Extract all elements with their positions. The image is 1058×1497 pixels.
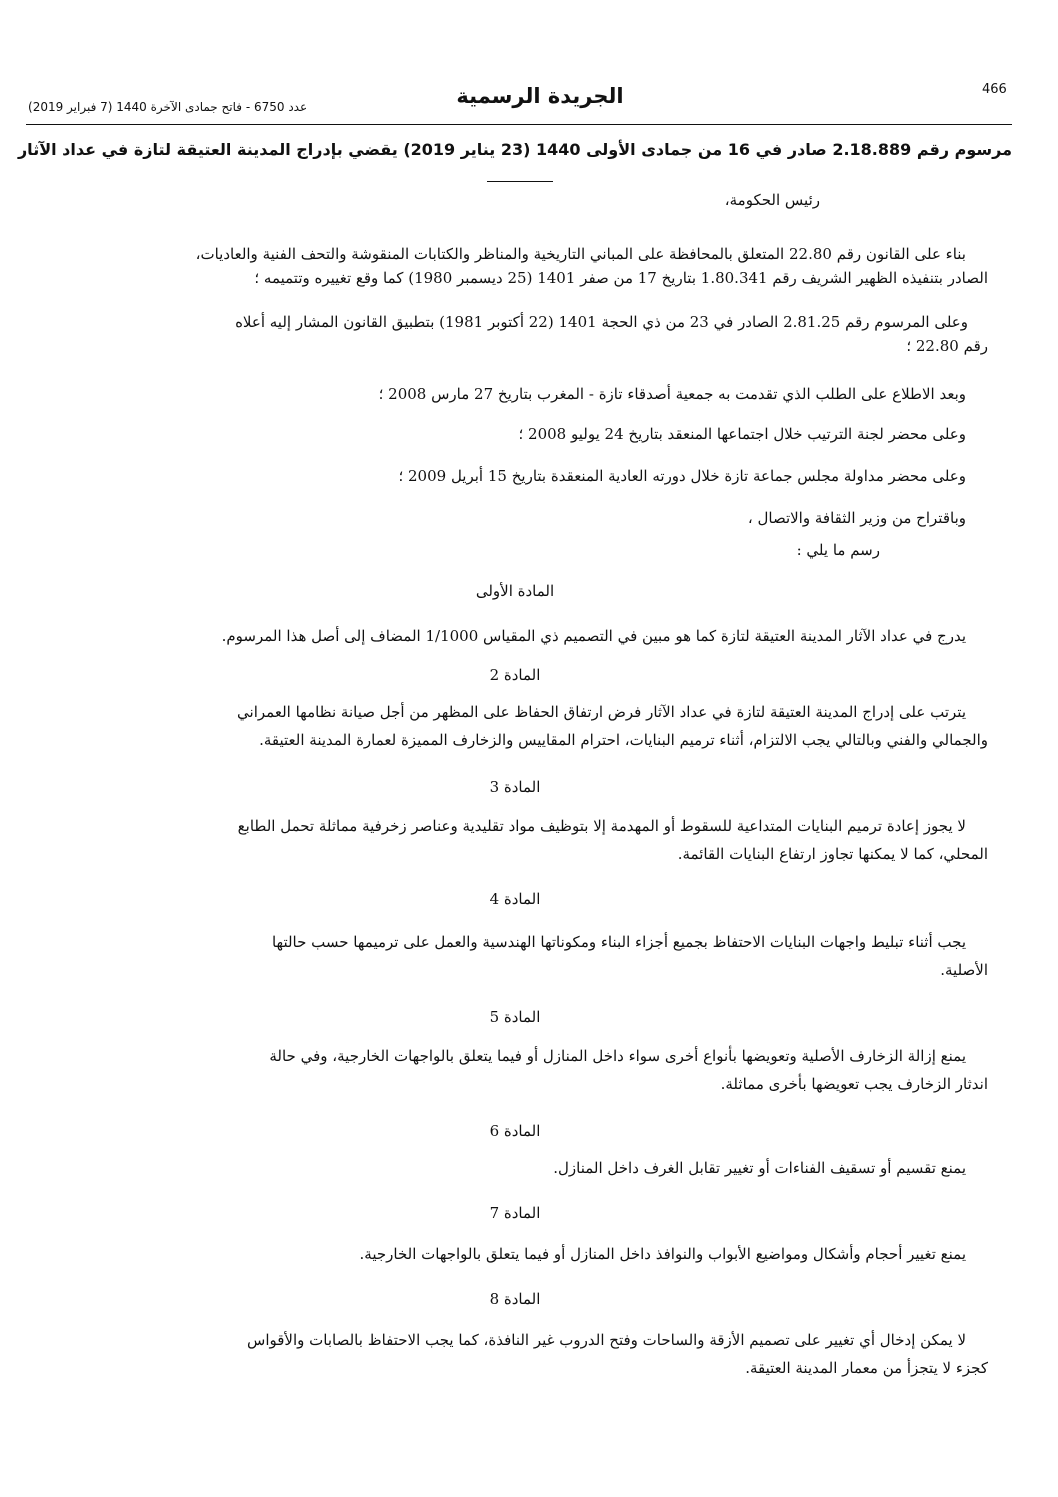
issue-info: عدد 6750 - فاتح جمادى الآخرة 1440 (7 فبراير 2019) <box>28 100 308 114</box>
article-text-line: يمنع تغيير أحجام وأشكال ومواضيع الأبواب والنوافذ داخل المنازل أو فيما يتعلق بالواجهات الخارجية. <box>359 1245 966 1263</box>
preamble-para1-line1: بناء على القانون رقم 22.80 المتعلق بالمحافظة على المباني التاريخية والمناظر والكتابات المنقوشة والتحف الفنية والعاديات، <box>195 245 966 263</box>
article-heading: المادة 7 <box>489 1204 541 1222</box>
preamble-para3: وبعد الاطلاع على الطلب الذي تقدمت به جمعية أصدقاء تازة - المغرب بتاريخ 27 مارس 2008 ؛ <box>378 385 966 403</box>
preamble-para4: وعلى محضر لجنة الترتيب خلال اجتماعها المنعقد بتاريخ 24 يوليو 2008 ؛ <box>518 425 966 443</box>
addressee: رئيس الحكومة، <box>724 191 820 209</box>
preamble-para6: وباقتراح من وزير الثقافة والاتصال ، <box>747 509 966 527</box>
journal-title: الجريدة الرسمية <box>456 84 624 108</box>
article-text-line: لا يمكن إدخال أي تغيير على تصميم الأزقة والساحات وفتح الدروب غير النافذة، كما يجب الاحتفاظ بالصابات والأقواس <box>247 1331 966 1349</box>
article-text-line: المحلي، كما لا يمكنها تجاوز ارتفاع البنايات القائمة. <box>677 845 988 863</box>
preamble-para5: وعلى محضر مداولة مجلس جماعة تازة خلال دورته العادية المنعقدة بتاريخ 15 أبريل 2009 ؛ <box>398 467 966 485</box>
article-text-line: لا يجوز إعادة ترميم البنايات المتداعية للسقوط أو المهدمة إلا بتوظيف مواد تقليدية وعناصر زخرفية مماثلة تحمل الطابع <box>237 817 966 835</box>
decree-title: مرسوم رقم 2.18.889 صادر في 16 من جمادى الأولى 1440 (23 يناير 2019) يقضي بإدراج المدينة العتيقة لتازة في عداد الآثار <box>17 140 1012 159</box>
preamble-para2-line1: وعلى المرسوم رقم 2.81.25 الصادر في 23 من ذي الحجة 1401 (22 أكتوبر 1981) بتطبيق القانون المشار إليه أعلاه <box>235 313 968 331</box>
article-text-line: الأصلية. <box>940 961 988 979</box>
article-heading: المادة 4 <box>489 890 541 908</box>
article-text-line: يمنع إزالة الزخارف الأصلية وتعويضها بأنواع أخرى سواء داخل المنازل أو فيما يتعلق بالواجهات الخارجية، وفي حالة <box>269 1047 966 1065</box>
header-divider <box>26 124 1012 125</box>
article-heading: المادة 5 <box>489 1008 541 1026</box>
article-heading: المادة 3 <box>489 778 541 796</box>
article-text-line: يدرج في عداد الآثار المدينة العتيقة لتازة كما هو مبين في التصميم ذي المقياس 1/1000 المضاف إلى أصل هذا المرسوم. <box>221 627 966 645</box>
article-heading: المادة الأولى <box>475 582 555 600</box>
preamble-para1-line2: الصادر بتنفيذه الظهير الشريف رقم 1.80.341 بتاريخ 17 من صفر 1401 (25 ديسمبر 1980) كما وقع تغييره وتتميمه ؛ <box>254 269 988 287</box>
article-text-line: اندثار الزخارف يجب تعويضها بأخرى مماثلة. <box>720 1075 988 1093</box>
article-heading: المادة 6 <box>489 1122 541 1140</box>
preamble-para2-line2: رقم 22.80 ؛ <box>906 337 988 355</box>
article-text-line: والجمالي والفني وبالتالي يجب الالتزام، أثناء ترميم البنايات، احترام المقاييس والزخارف المميزة لعمارة المدينة العتيقة. <box>259 731 988 749</box>
title-separator <box>487 181 553 182</box>
article-text-line: كجزء لا يتجزأ من معمار المدينة العتيقة. <box>745 1359 988 1377</box>
article-heading: المادة 2 <box>489 666 541 684</box>
decrees-text: رسم ما يلي : <box>796 541 880 559</box>
article-text-line: يجب أثناء تبليط واجهات البنايات الاحتفاظ بجميع أجزاء البناء ومكوناتها الهندسية والعمل على ترميمها حسب حالتها <box>271 933 966 951</box>
article-heading: المادة 8 <box>489 1290 541 1308</box>
page-number: 466 <box>982 82 1007 97</box>
article-text-line: يمنع تقسيم أو تسقيف الفناءات أو تغيير تقابل الغرف داخل المنازل. <box>553 1159 966 1177</box>
article-text-line: يترتب على إدراج المدينة العتيقة لتازة في عداد الآثار فرض ارتفاق الحفاظ على المظهر من أجل صيانة نظامها العمراني <box>237 703 966 721</box>
